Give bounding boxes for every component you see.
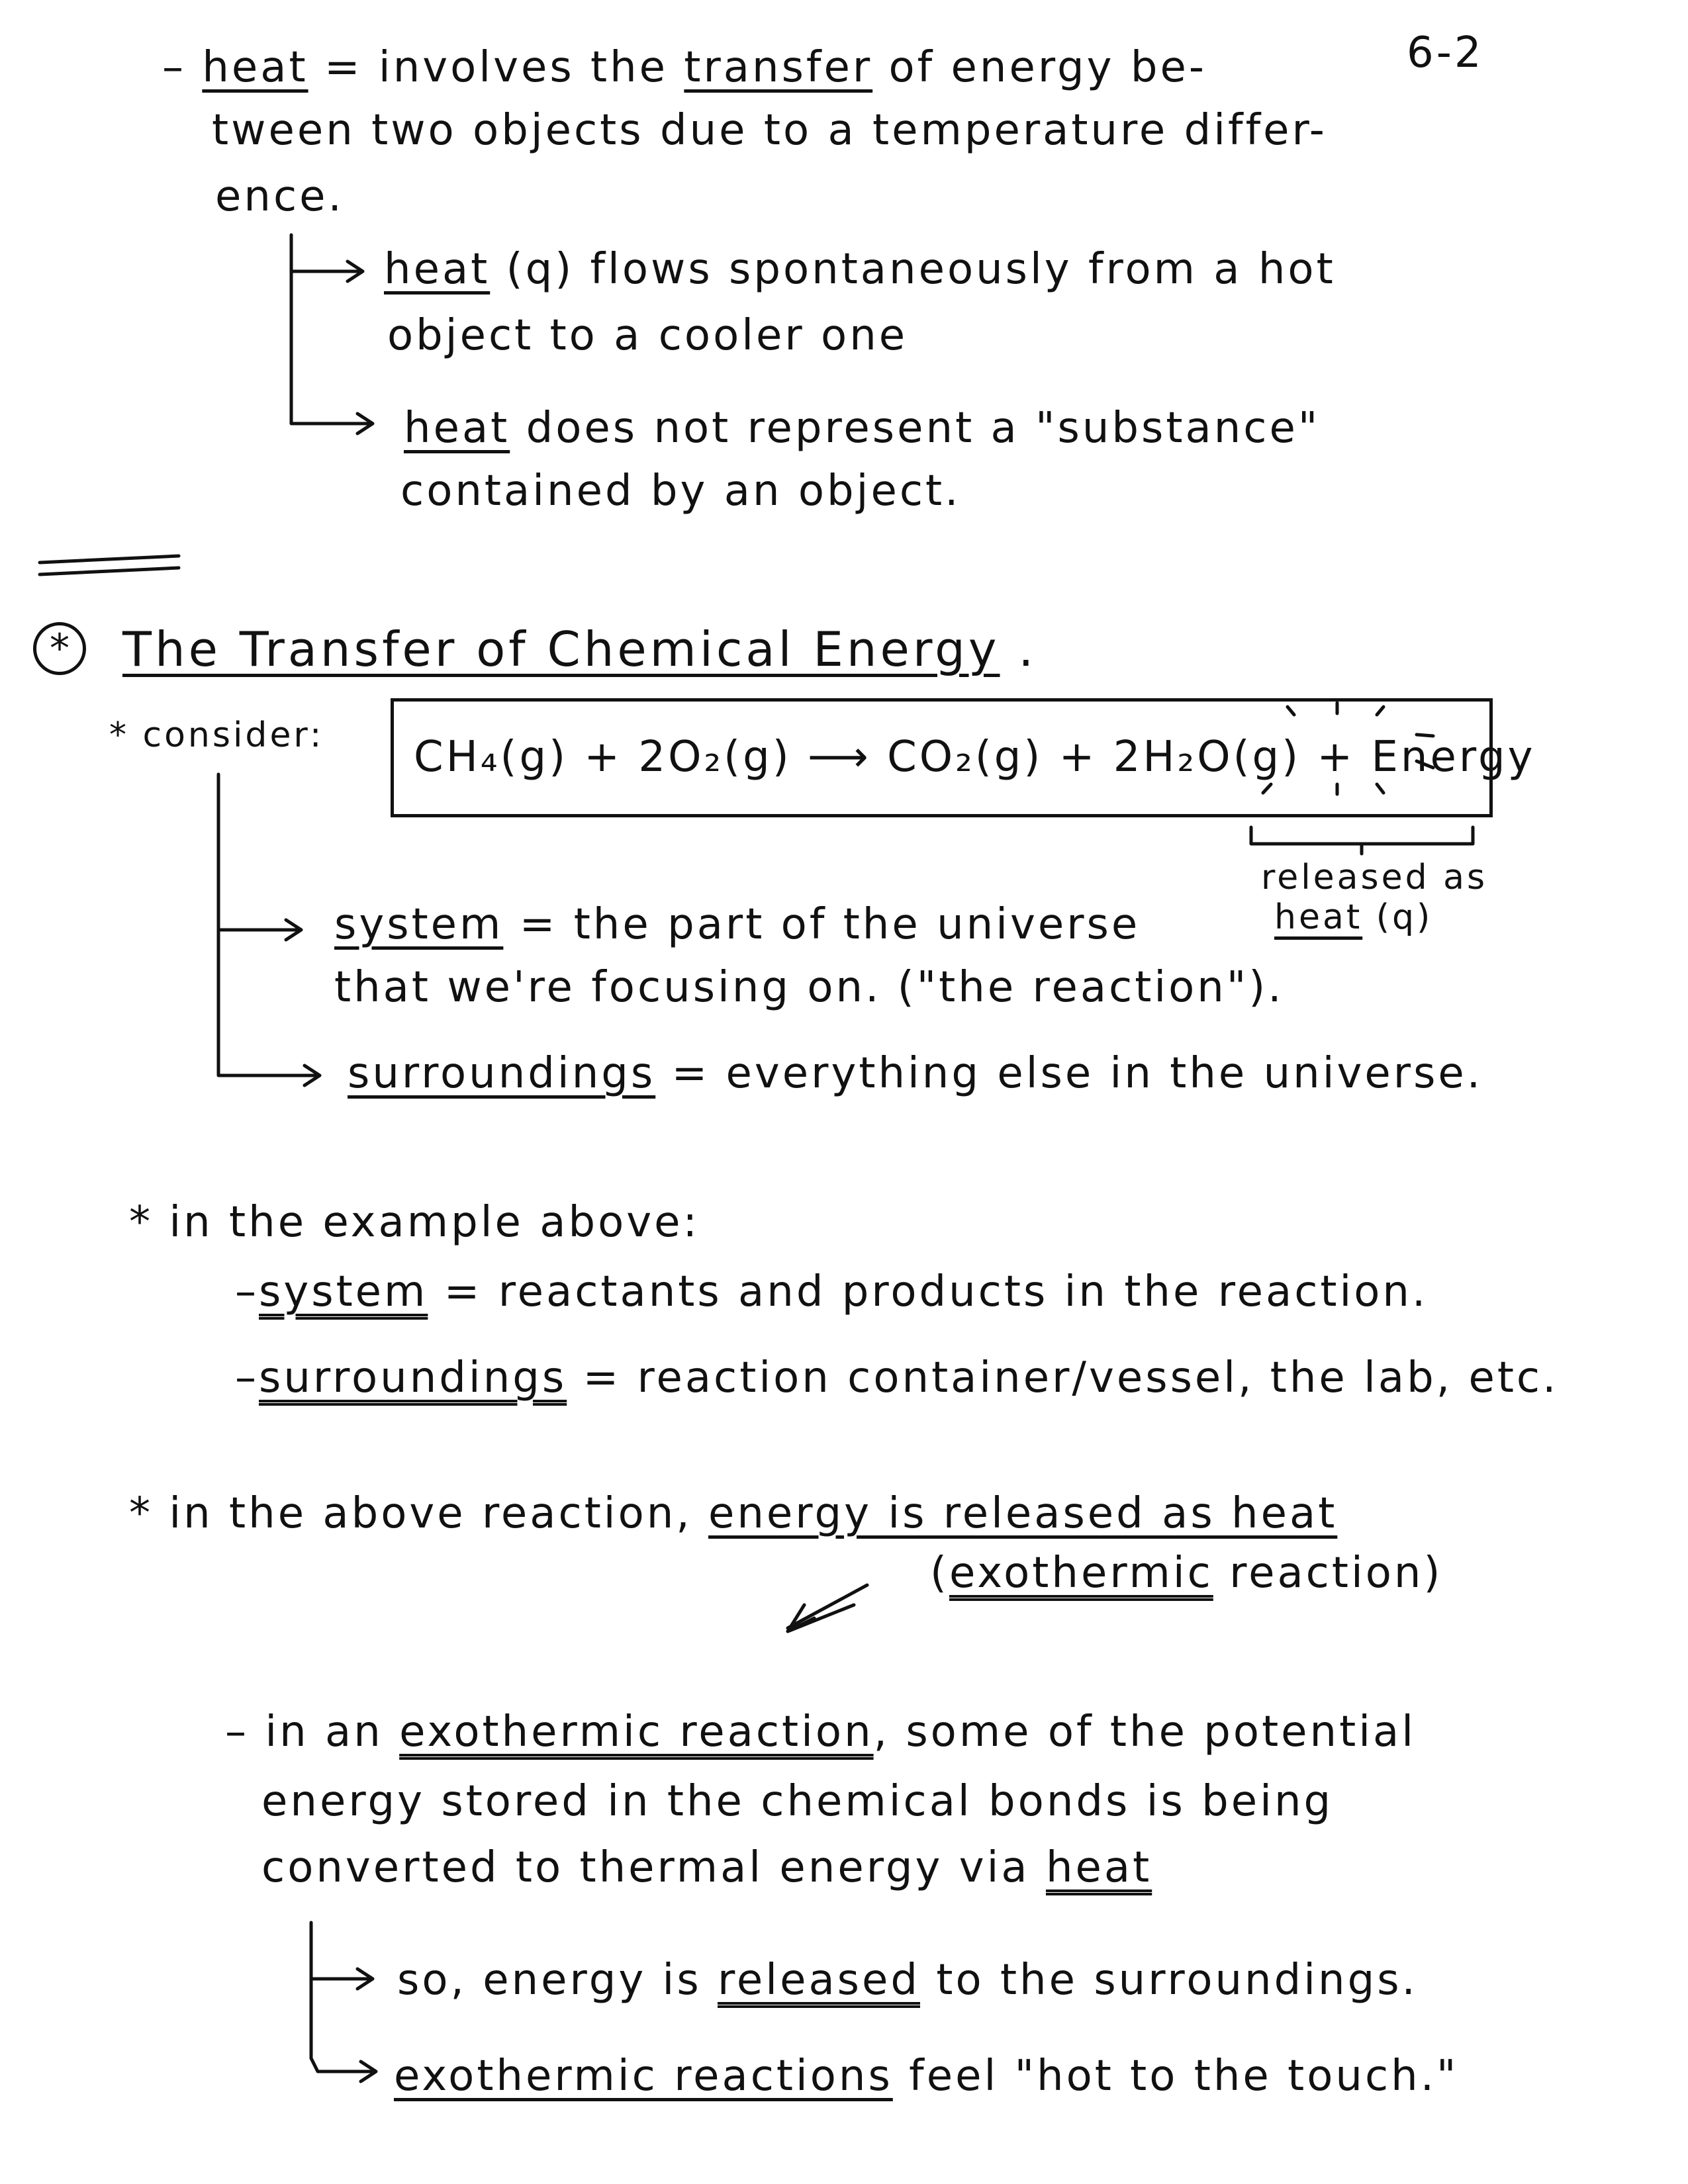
exo-line1 bbox=[225, 1707, 1416, 1756]
brace bbox=[1251, 827, 1473, 854]
heat-def-mid: = involves the bbox=[308, 43, 684, 92]
above-reaction-line bbox=[129, 1489, 1338, 1538]
term-surroundings: surroundings bbox=[259, 1353, 567, 1402]
exo-line2: energy stored in the chemical bonds is being bbox=[261, 1777, 1334, 1826]
energy-released-phrase: energy is released as heat bbox=[708, 1489, 1338, 1538]
term-system: system bbox=[334, 900, 504, 949]
down-left-arrow-icon bbox=[788, 1585, 867, 1631]
section-title-text: The Transfer of Chemical Energy bbox=[122, 621, 1000, 677]
heat-definition-line3: ence. bbox=[215, 172, 344, 221]
term-heat: heat bbox=[404, 404, 510, 453]
chemical-equation: CH₄(g) + 2O₂(g) ⟶ CO₂(g) + 2H₂O(g) + Energy bbox=[414, 733, 1536, 782]
bracket-arrow-icon bbox=[291, 235, 373, 433]
term-surroundings: surroundings bbox=[348, 1049, 656, 1098]
heat-bullet2-line2: contained by an object. bbox=[400, 467, 961, 516]
heat-def-end: of energy be- bbox=[872, 43, 1207, 92]
dash: – bbox=[225, 1707, 249, 1756]
term-released: released bbox=[718, 1956, 920, 2005]
example-system-text: = reactants and products in the reaction. bbox=[428, 1267, 1429, 1316]
exo-line3-pre: converted to thermal energy via bbox=[261, 1843, 1046, 1892]
paren-rest: reaction) bbox=[1213, 1549, 1443, 1598]
term-heat: heat bbox=[384, 245, 491, 294]
system-line1 bbox=[334, 900, 1141, 949]
dash: – bbox=[235, 1267, 259, 1316]
exo-bullet2-rest: feel "hot to the touch." bbox=[892, 2052, 1459, 2101]
term-heat: heat bbox=[1045, 1843, 1152, 1892]
heat-bullet1-line1 bbox=[384, 245, 1336, 294]
dash: – bbox=[162, 43, 186, 92]
example-heading: * in the example above: bbox=[129, 1198, 700, 1247]
bullet1-text: (q) flows spontaneously from a hot bbox=[490, 245, 1336, 294]
section-title-end: . bbox=[1000, 621, 1037, 677]
exo-bullet1-pre: so, energy is bbox=[397, 1956, 718, 2005]
heat-bullet2-line1 bbox=[404, 404, 1321, 453]
divider-line bbox=[40, 556, 179, 574]
example-surroundings bbox=[235, 1353, 1559, 1402]
term-exothermic: exothermic bbox=[949, 1549, 1213, 1598]
star-icon: * bbox=[33, 622, 86, 675]
released-label: released as bbox=[1261, 858, 1488, 897]
bullet2-text: does not represent a "substance" bbox=[510, 404, 1321, 453]
term-heat: heat bbox=[1274, 897, 1363, 937]
exo-line1-rest: , some of the potential bbox=[873, 1707, 1416, 1756]
heat-bullet1-line2: object to a cooler one bbox=[387, 311, 908, 360]
surroundings-text: = everything else in the universe. bbox=[655, 1049, 1483, 1098]
term-system: system bbox=[259, 1267, 428, 1316]
term-exothermic-reactions: exothermic reactions bbox=[394, 2052, 893, 2101]
bracket-arrow-icon bbox=[218, 774, 320, 1085]
heat-definition-line2: tween two objects due to a temperature differ- bbox=[212, 106, 1327, 155]
exo-bullet2 bbox=[394, 2052, 1459, 2101]
released-heat bbox=[1274, 897, 1433, 937]
exothermic-paren bbox=[930, 1549, 1443, 1598]
above-lead: * in the above reaction, bbox=[129, 1489, 708, 1538]
consider-label: * consider: bbox=[109, 715, 324, 755]
page-number: 6-2 bbox=[1407, 28, 1484, 77]
term-exothermic-reaction: exothermic reaction bbox=[399, 1707, 874, 1756]
bracket-arrow-icon bbox=[311, 1923, 376, 2081]
exo-line1-pre: in an bbox=[249, 1707, 400, 1756]
system-line2: that we're focusing on. ("the reaction"). bbox=[334, 963, 1284, 1012]
surroundings-line bbox=[348, 1049, 1483, 1098]
example-system bbox=[235, 1267, 1429, 1316]
paren-open: ( bbox=[930, 1549, 949, 1598]
exo-line3 bbox=[261, 1843, 1152, 1892]
system-text: = the part of the universe bbox=[503, 900, 1141, 949]
term-transfer: transfer bbox=[684, 43, 873, 92]
heat-q: (q) bbox=[1362, 897, 1433, 937]
term-heat: heat bbox=[202, 43, 308, 92]
section-title bbox=[122, 621, 1037, 677]
exo-bullet1 bbox=[397, 1956, 1418, 2005]
exo-bullet1-rest: to the surroundings. bbox=[920, 1956, 1418, 2005]
heat-definition-line1 bbox=[162, 43, 1207, 92]
dash: – bbox=[235, 1353, 259, 1402]
example-surr-text: = reaction container/vessel, the lab, etc. bbox=[567, 1353, 1559, 1402]
